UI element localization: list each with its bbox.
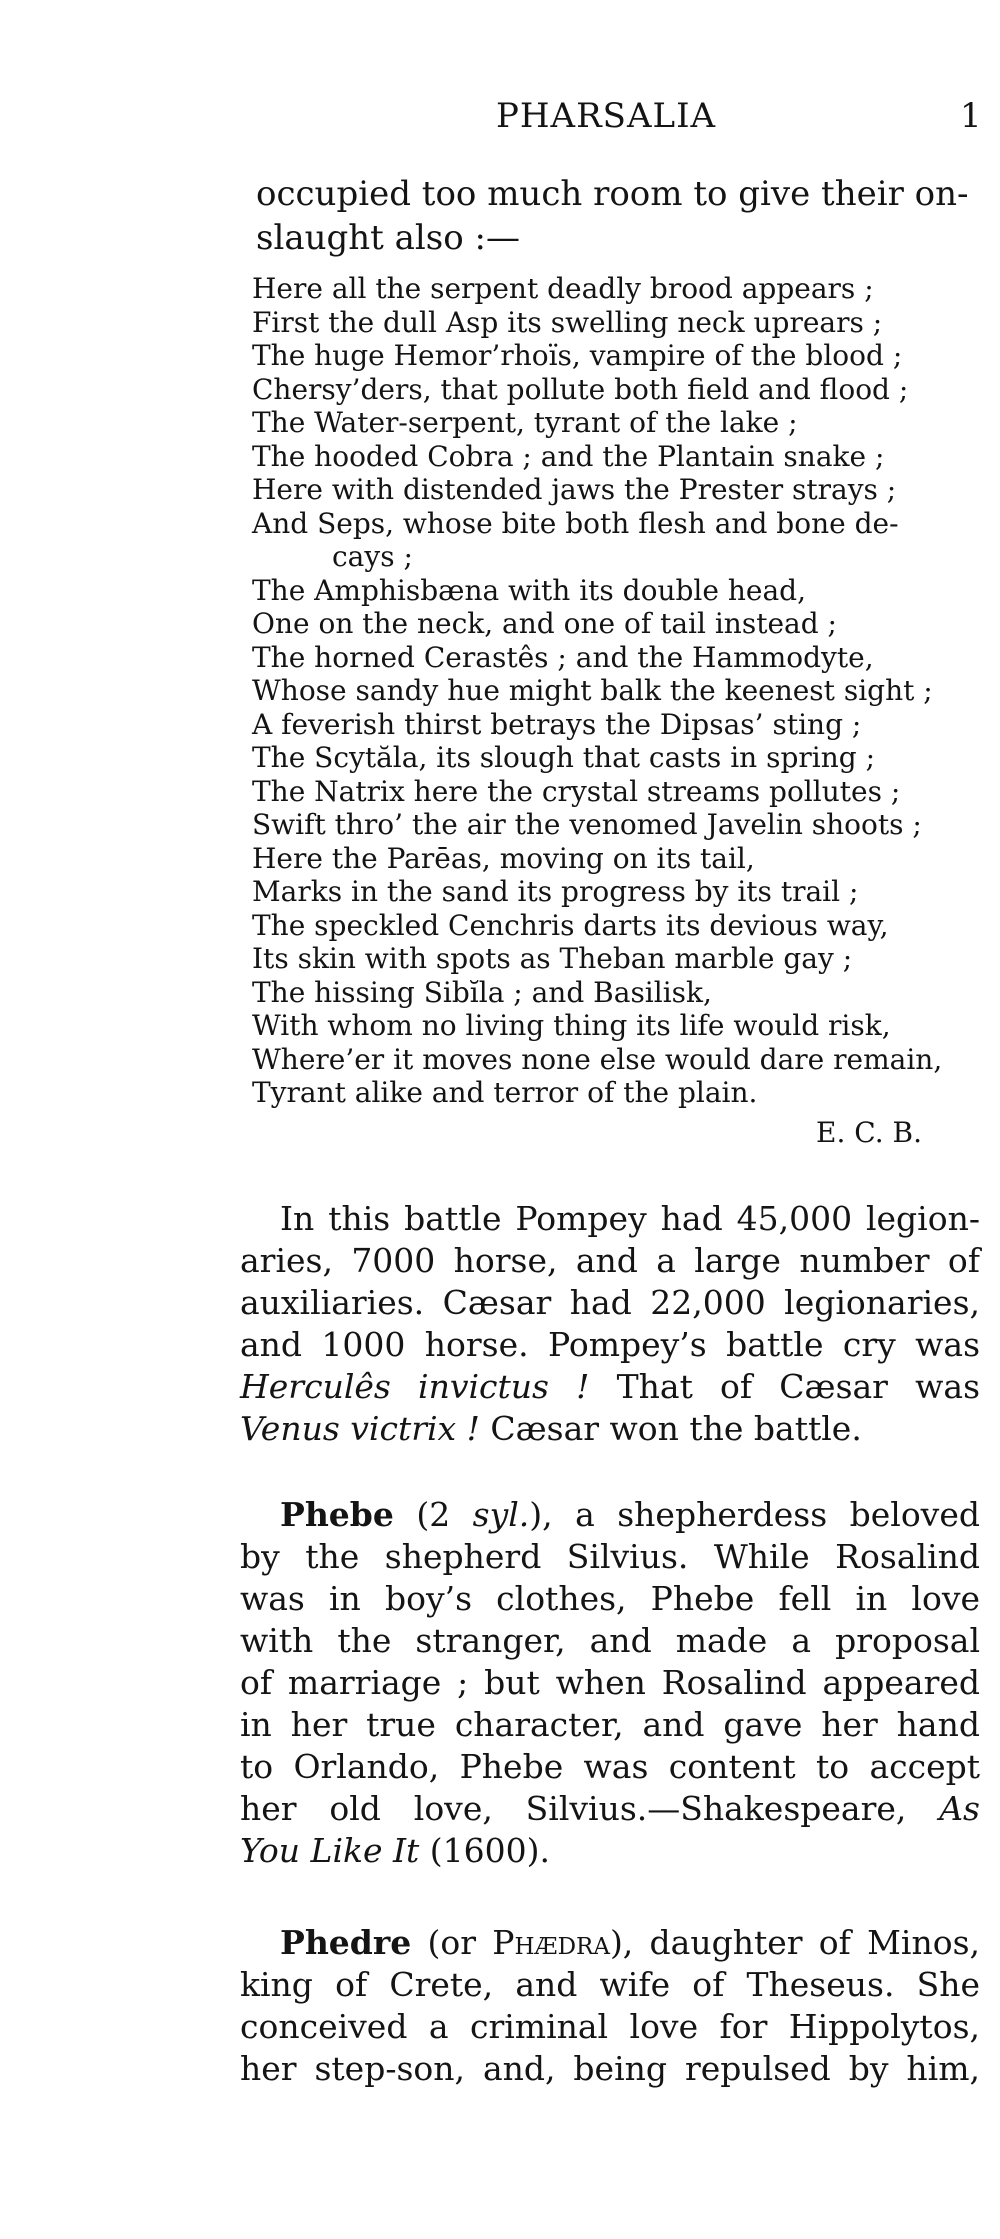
paragraph-line [240, 1408, 980, 1450]
paragraph-text: ), daughter of Minos, [609, 1923, 980, 1962]
poem-line: The Amphisbæna with its double head, [252, 573, 806, 607]
paragraph-text: ), a shepherdess beloved [529, 1495, 980, 1534]
paragraph-line: and 1000 horse. Pompey’s battle cry was [240, 1325, 980, 1364]
paragraph-line: In this battle Pompey had 45,000 legion- [280, 1199, 980, 1238]
paragraph-text: Cæsar won the battle. [479, 1409, 862, 1448]
poem-line: The speckled Cenchris darts its devious way, [252, 908, 889, 942]
paragraph-line [240, 1366, 980, 1408]
poem-line: Its skin with spots as Theban marble gay ; [252, 942, 853, 975]
paragraph-text: (or [411, 1923, 493, 1962]
paragraph-text: her old love, Silvius.—Shakespeare, [240, 1789, 940, 1828]
poem-line: The horned Cerastês ; and the Hammodyte, [252, 640, 874, 674]
entry-headword: Phedre [280, 1923, 412, 1962]
paragraph-text: That of Cæsar was [589, 1367, 981, 1406]
paragraph-line: her step-son, and, being repulsed by him, [240, 2049, 980, 2088]
poem-line: The Water-serpent, tyrant of the lake ; [252, 406, 798, 439]
entry-phedre [240, 1922, 980, 2090]
work-title: As [939, 1789, 980, 1828]
poem-line: One on the neck, and one of tail instead ; [252, 607, 837, 640]
entry-phebe [240, 1494, 980, 1872]
paragraph-line [240, 1922, 980, 1964]
poem-line: Tyrant alike and terror of the plain. [252, 1076, 758, 1109]
paragraph-line: king of Crete, and wife of Theseus. She [240, 1965, 980, 2004]
battle-cry-caesar: Venus victrix ! [240, 1409, 480, 1448]
poem-line: Here all the serpent deadly brood appears ; [252, 272, 874, 305]
entry-headword: Phebe [280, 1495, 394, 1534]
poem-line: A feverish thirst betrays the Dipsas’ sting ; [252, 707, 862, 741]
poem-line: Swift thro’ the air the venomed Javelin shoots ; [252, 808, 922, 841]
poem-line: With whom no living thing its life would risk, [252, 1009, 891, 1042]
poem-line: Here with distended jaws the Prester strays ; [252, 473, 897, 506]
poem-line: Chersy’ders, that pollute both field and flood ; [252, 372, 909, 406]
paragraph-line: by the shepherd Silvius. While Rosalind [240, 1537, 980, 1576]
poem-line: The hooded Cobra ; and the Plantain snake ; [252, 439, 885, 473]
intro-line: occupied too much room to give their on- [256, 174, 969, 214]
intro-line: slaught also :— [256, 218, 520, 258]
poem-line: And Seps, whose bite both flesh and bone de- [252, 506, 899, 540]
poem-line: The huge Hemor’rhoïs, vampire of the blood ; [252, 339, 903, 372]
battle-paragraph [240, 1198, 980, 1450]
poem-line: First the dull Asp its swelling neck uprears ; [252, 305, 883, 339]
paragraph-line: of marriage ; but when Rosalind appeared [240, 1663, 980, 1702]
running-header [0, 96, 1000, 146]
running-title: PHARSALIA [496, 96, 717, 136]
poem-line: The hissing Sibĭla ; and Basilisk, [252, 975, 712, 1009]
battle-cry-pompey: Herculês invictus ! [240, 1367, 590, 1406]
paragraph-text: (1600). [419, 1831, 551, 1870]
poem-quotation [252, 272, 982, 1149]
poem-signature: E. C. B. [816, 1115, 922, 1149]
paragraph-line [240, 1788, 980, 1830]
paragraph-line [240, 1830, 980, 1872]
paragraph-line [240, 1494, 980, 1536]
paragraph-line: in her true character, and gave her hand [240, 1705, 980, 1744]
paragraph-line: was in boy’s clothes, Phebe fell in love [240, 1579, 980, 1618]
page-number: 1 [960, 96, 982, 136]
syllable-abbrev: syl. [472, 1495, 530, 1534]
paragraph-line: to Orlando, Phebe was content to accept [240, 1747, 980, 1786]
poem-line: cays ; [332, 540, 413, 573]
poem-line: The Natrix here the crystal streams pollutes ; [252, 774, 901, 808]
poem-line: Here the Parēas, moving on its tail, [252, 841, 755, 875]
paragraph-line: auxiliaries. Cæsar had 22,000 legionaries, [240, 1283, 980, 1322]
poem-line: Whose sandy hue might balk the keenest sight ; [252, 674, 933, 707]
paragraph-text: (2 [393, 1495, 473, 1534]
poem-line: Marks in the sand its progress by its trail ; [252, 875, 859, 908]
alt-name: Phædra [492, 1923, 610, 1962]
work-title: You Like It [240, 1831, 420, 1870]
paragraph-line: conceived a criminal love for Hippolytos, [240, 2007, 980, 2046]
poem-line: The Scytăla, its slough that casts in spring ; [252, 741, 876, 774]
poem-line: Where’er it moves none else would dare remain, [252, 1042, 943, 1076]
paragraph-line: aries, 7000 horse, and a large number of [240, 1241, 980, 1280]
paragraph-line: with the stranger, and made a proposal [240, 1621, 980, 1660]
intro-text [256, 172, 976, 260]
